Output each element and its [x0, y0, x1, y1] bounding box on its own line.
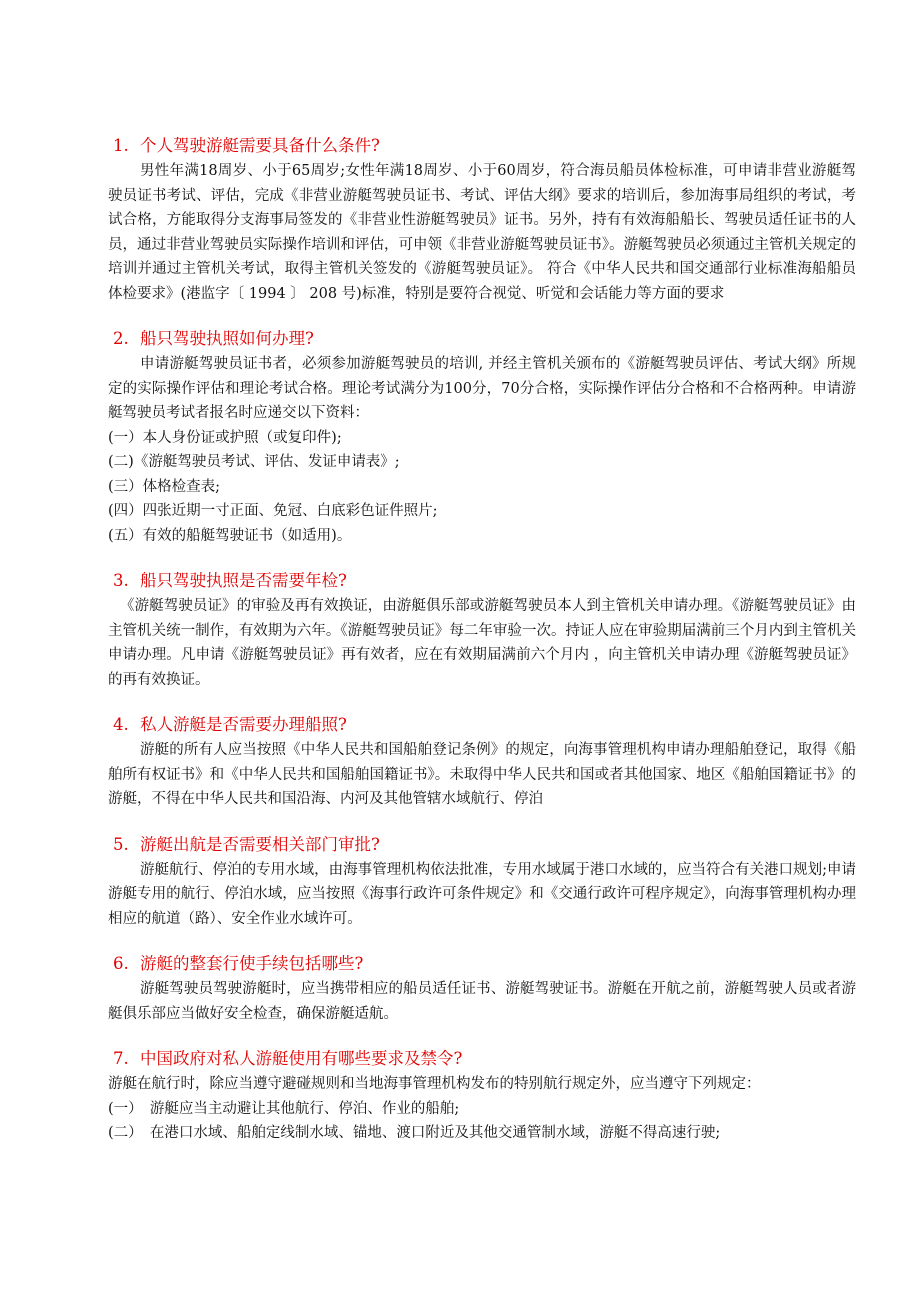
section-6 [108, 950, 856, 1026]
answer-paragraph: 游艇驾驶员驾驶游艇时，应当携带相应的船员适任证书、游艇驾驶证书。游艇在开航之前，游艇驾驶人员或者游艇俱乐部应当做好安全检查，确保游艇适航。 [108, 981, 856, 1022]
answer-paragraph: 游艇的所有人应当按照《中华人民共和国船舶登记条例》的规定，向海事管理机构申请办理船舶登记，取得《船舶所有权证书》和《中华人民共和国船舶国籍证书》。未取得中华人民共和国或者其他国家、地区《船舶国籍证书》的游艇，不得在中华人民共和国沿海、内河及其他管辖水域航行、停泊 [108, 742, 856, 807]
list-item: (一） 游艇应当主动避让其他航行、停泊、作业的船舶; [108, 1100, 460, 1117]
answer-paragraph: 男性年满18周岁、小于65周岁;女性年满18周岁、小于60周岁，符合海员船员体检标准，可申请非营业游艇驾驶员证书考试、评估，完成《非营业游艇驾驶员证书、考试、评估大纲》要求的培训后，参加海事局组织的考试，考试合格，方能取得分支海事局签发的《非营业性游艇驾驶员》证书。另外，持有有效海船船长、驾驶员适任证书的人员，通过非营业驾驶员实际操作培训和评估，可申领《非营业游艇驾驶员证书》。游艇驾驶员必须通过主管机关规定的培训并通过主管机关考试，取得主管机关签发的《游艇驾驶员证》。 符合《中华人民共和国交通部行业标准海船船员体检要求》(港监字〔 1994 〕 208 号)标准，特别是要符合视觉、听觉和会话能力等方面的要求 [108, 163, 856, 302]
list-item: (五）有效的船艇驾驶证书（如适用)。 [108, 527, 352, 544]
list-item: (二） 在港口水域、船舶定线制水域、锚地、渡口附近及其他交通管制水域，游艇不得高速行驶; [108, 1125, 721, 1141]
question-heading: 5. 游艇出航是否需要相关部门审批? [113, 834, 380, 854]
answer-paragraph: 《游艇驾驶员证》的审验及再有效换证，由游艇俱乐部或游艇驾驶员本人到主管机关申请办理。《游艇驾驶员证》由主管机关统一制作，有效期为六年。《游艇驾驶员证》每二年审验一次。持证人应在审验期届满前三个月内到主管机关申请办理。凡申请《游艇驾驶员证》再有效者，应在有效期届满前六个月内 ，向主管机关申请办理《游艇驾驶员证》的再有效换证。 [108, 598, 856, 688]
section-4 [108, 711, 856, 812]
question-heading: 4. 私人游艇是否需要办理船照? [113, 715, 347, 734]
question-heading: 1. 个人驾驶游艇需要具备什么条件? [113, 136, 380, 155]
section-3 [108, 567, 856, 692]
section-2 [108, 325, 856, 548]
list-item: (三）体格检查表; [108, 478, 221, 495]
question-heading: 6. 游艇的整套行使手续包括哪些? [113, 954, 364, 973]
lead-paragraph: 游艇在航行时，除应当遵守避碰规则和当地海事管理机构发布的特别航行规定外，应当遵守下列规定： [108, 1076, 761, 1092]
section-1 [108, 132, 856, 306]
question-heading: 7. 中国政府对私人游艇使用有哪些要求及禁令? [113, 1049, 463, 1068]
list-item: (二)《游艇驾驶员考试、评估、发证申请表》; [108, 454, 400, 470]
answer-paragraph: 游艇航行、停泊的专用水域，由海事管理机构依法批准，专用水域属于港口水域的，应当符合有关港口规划;申请游艇专用的航行、停泊水域，应当按照《海事行政许可条件规定》和《交通行政许可程序规定》，向海事管理机构办理相应的航道（路）、安全作业水域许可。 [108, 861, 856, 927]
section-7 [108, 1045, 856, 1146]
section-5 [108, 831, 856, 932]
document-page [108, 132, 856, 1165]
list-item: (四）四张近期一寸正面、免冠、白底彩色证件照片; [108, 503, 438, 519]
question-heading: 2. 船只驾驶执照如何办理? [113, 329, 314, 348]
answer-paragraph: 申请游艇驾驶员证书者，必须参加游艇驾驶员的培训, 并经主管机关颁布的《游艇驾驶员评估、考试大纲》所规定的实际操作评估和理论考试合格。理论考试满分为100分，70分合格，实际操作评估分合格和不合格两种。申请游艇驾驶员考试者报名时应递交以下资料： [108, 356, 856, 421]
list-item: (一）本人身份证或护照（或复印件); [108, 429, 342, 446]
question-heading: 3. 船只驾驶执照是否需要年检? [113, 571, 347, 590]
